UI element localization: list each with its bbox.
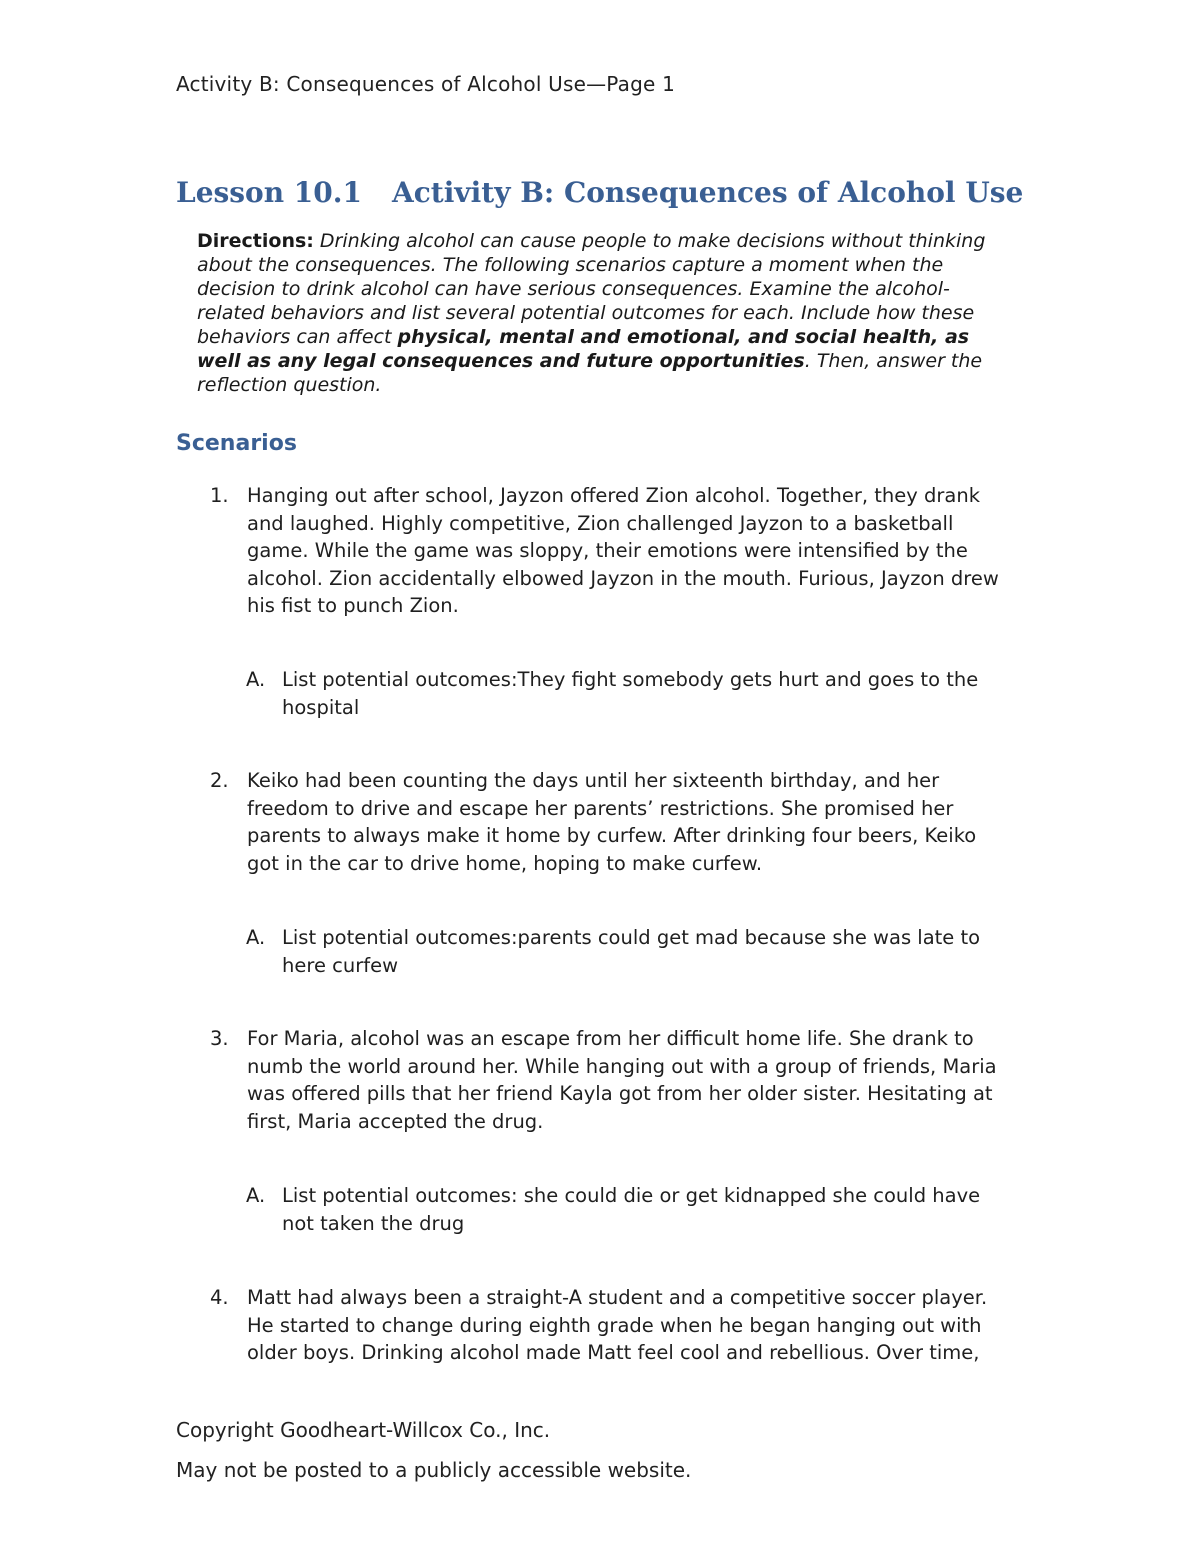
lesson-title — [176, 176, 1023, 209]
scenario-text: Matt had always been a straight-A student and a competitive soccer player. He started to change during eighth grade when he began hanging out with older boys. Drinking alcohol made Matt feel cool and rebellious. Over time, — [247, 1286, 988, 1364]
answer-body — [282, 1182, 1006, 1237]
answer-letter: A. — [246, 668, 266, 691]
answer-prompt: List potential outcomes: — [282, 668, 518, 691]
scenario-3 — [210, 1025, 1010, 1135]
directions-emphasis: physical, mental and emotional, and social health, as well as any legal consequences and future opportunities — [197, 326, 970, 372]
answer-prompt: List potential outcomes: — [282, 1184, 518, 1207]
scenario-4 — [210, 1284, 1010, 1367]
answer-body — [282, 924, 1006, 979]
scenario-number: 2. — [210, 769, 229, 792]
answer-letter: A. — [246, 926, 266, 949]
scenario-text: Hanging out after school, Jayzon offered Zion alcohol. Together, they drank and laughed. Highly competitive, Zion challenged Jayzon to a basketball game. While the game was sloppy, their emotions were intensified by the alcohol. Zion accidentally elbowed Jayzon in the mouth. Furious, Jayzon drew his fist to punch Zion. — [247, 484, 999, 617]
scenario-number: 3. — [210, 1027, 229, 1050]
answer-text: parents could get mad because she was late to here curfew — [282, 926, 981, 977]
lesson-number: Lesson 10.1 — [176, 176, 363, 209]
answer-text: she could die or get kidnapped she could have not taken the drug — [282, 1184, 981, 1235]
directions-label: Directions: — [197, 230, 314, 252]
directions-text: Drinking alcohol can cause people to make decisions without thinking about the consequences. The following scenarios capture a moment when the decision to drink alcohol can have serious consequences. Examine the alcohol-related behaviors and list several potential outcomes for each. Include how these behaviors can affect — [197, 230, 986, 348]
answer-letter: A. — [246, 1184, 266, 1207]
scenario-3-answer — [246, 1182, 1006, 1237]
scenario-number: 1. — [210, 484, 229, 507]
copyright-notice: Copyright Goodheart-Willcox Co., Inc. — [176, 1418, 551, 1442]
answer-body — [282, 666, 1006, 721]
posting-restriction-notice: May not be posted to a publicly accessible website. — [176, 1458, 692, 1482]
scenario-1 — [210, 482, 1010, 620]
answer-text: They fight somebody gets hurt and goes to the hospital — [282, 668, 979, 719]
scenario-text: Keiko had been counting the days until her sixteenth birthday, and her freedom to drive and escape her parents’ restrictions. She promised her parents to always make it home by curfew. After drinking four beers, Keiko got in the car to drive home, hoping to make curfew. — [247, 769, 977, 875]
scenario-1-answer — [246, 666, 1006, 721]
scenario-number: 4. — [210, 1286, 229, 1309]
scenario-text: For Maria, alcohol was an escape from her difficult home life. She drank to numb the world around her. While hanging out with a group of friends, Maria was offered pills that her friend Kayla got from her older sister. Hesitating at first, Maria accepted the drug. — [247, 1027, 997, 1133]
answer-prompt: List potential outcomes: — [282, 926, 518, 949]
scenario-2-answer — [246, 924, 1006, 979]
scenarios-heading: Scenarios — [176, 431, 297, 456]
directions-text-end: . Then, answer the reflection question. — [197, 350, 983, 396]
scenario-2 — [210, 767, 1010, 877]
page-running-header: Activity B: Consequences of Alcohol Use—Page 1 — [176, 72, 675, 96]
activity-title: Activity B: Consequences of Alcohol Use — [392, 176, 1024, 209]
directions-paragraph — [197, 229, 1017, 397]
